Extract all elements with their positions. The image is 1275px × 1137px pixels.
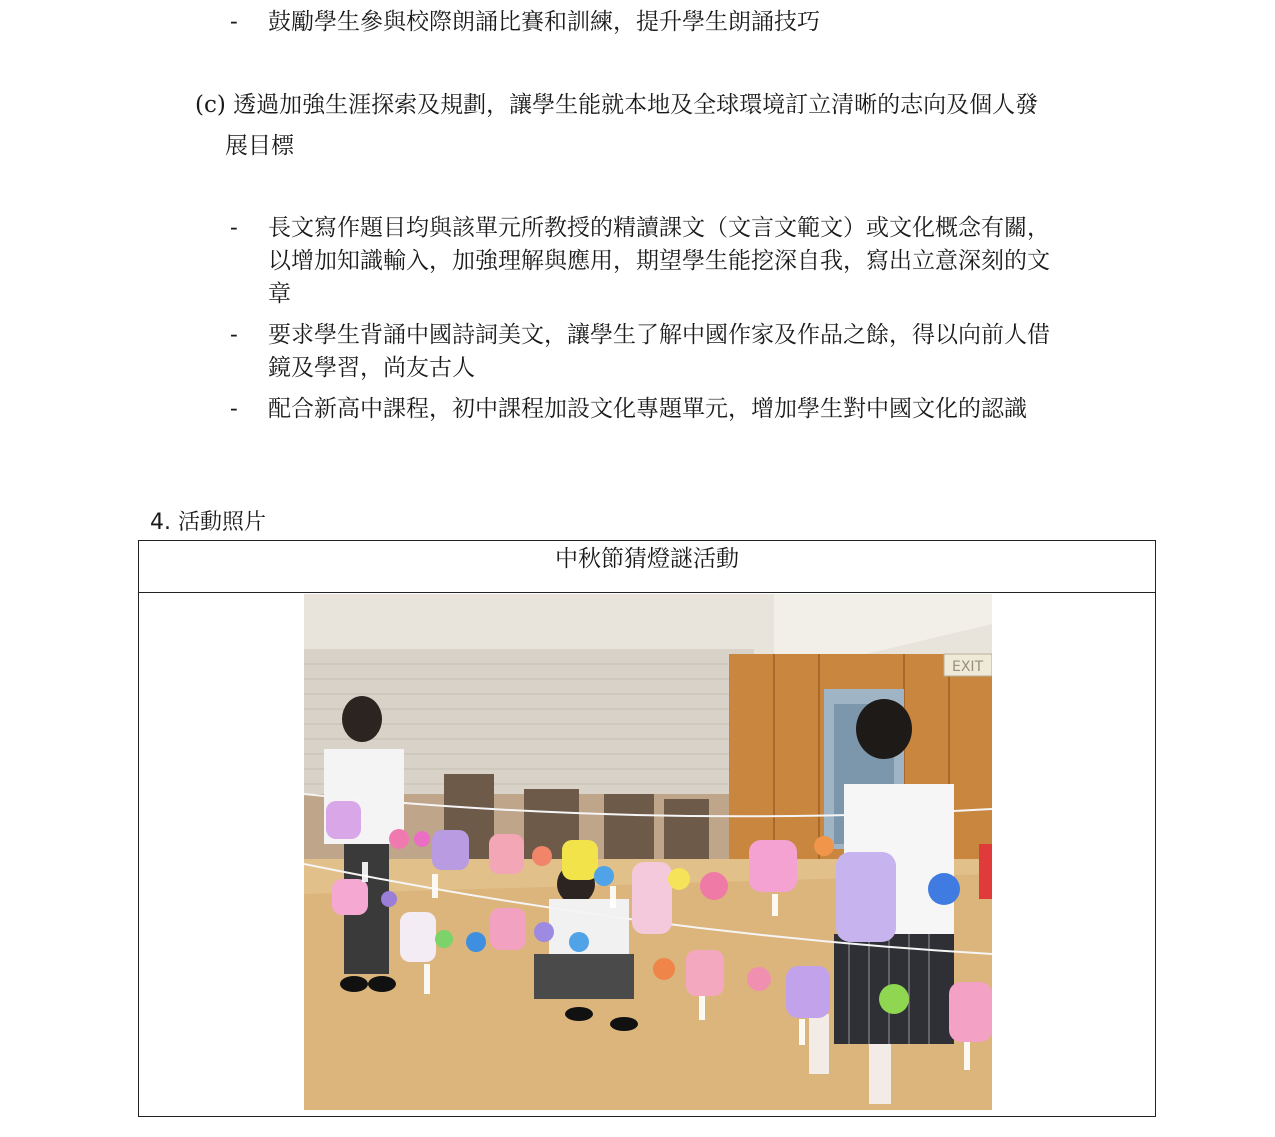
item-c-line-1: (c) 透過加強生涯探索及規劃，讓學生能就本地及全球環境訂立清晰的志向及個人發	[195, 92, 1039, 118]
photo-table	[138, 540, 1156, 1117]
bullet-2-line-2: 鏡及學習，尚友古人	[268, 355, 475, 381]
bullet-1-line-2: 以增加知識輸入，加強理解與應用，期望學生能挖深自我，寫出立意深刻的文	[268, 248, 1050, 274]
lantern-activity-photo	[304, 594, 992, 1110]
bullet-dash: -	[230, 215, 238, 241]
photo-caption: 中秋節猜燈謎活動	[139, 541, 1155, 593]
bullet-dash: -	[230, 322, 238, 348]
bullet-1-line-1: 長文寫作題目均與該單元所教授的精讀課文（文言文範文）或文化概念有關，	[268, 215, 1050, 241]
section-heading: 4. 活動照片	[150, 510, 266, 535]
activity-photo	[304, 594, 992, 1110]
bullet-text: 鼓勵學生參與校際朗誦比賽和訓練，提升學生朗誦技巧	[268, 9, 820, 35]
bullet-3-line-1: 配合新高中課程，初中課程加設文化專題單元，增加學生對中國文化的認識	[268, 396, 1027, 422]
bullet-1-line-3: 章	[268, 281, 291, 307]
bullet-2-line-1: 要求學生背誦中國詩詞美文，讓學生了解中國作家及作品之餘，得以向前人借	[268, 322, 1050, 348]
bullet-dash: -	[230, 9, 238, 35]
item-c-line-2: 展目標	[225, 133, 294, 159]
bullet-dash: -	[230, 396, 238, 422]
exit-sign-text: EXIT	[952, 659, 984, 675]
